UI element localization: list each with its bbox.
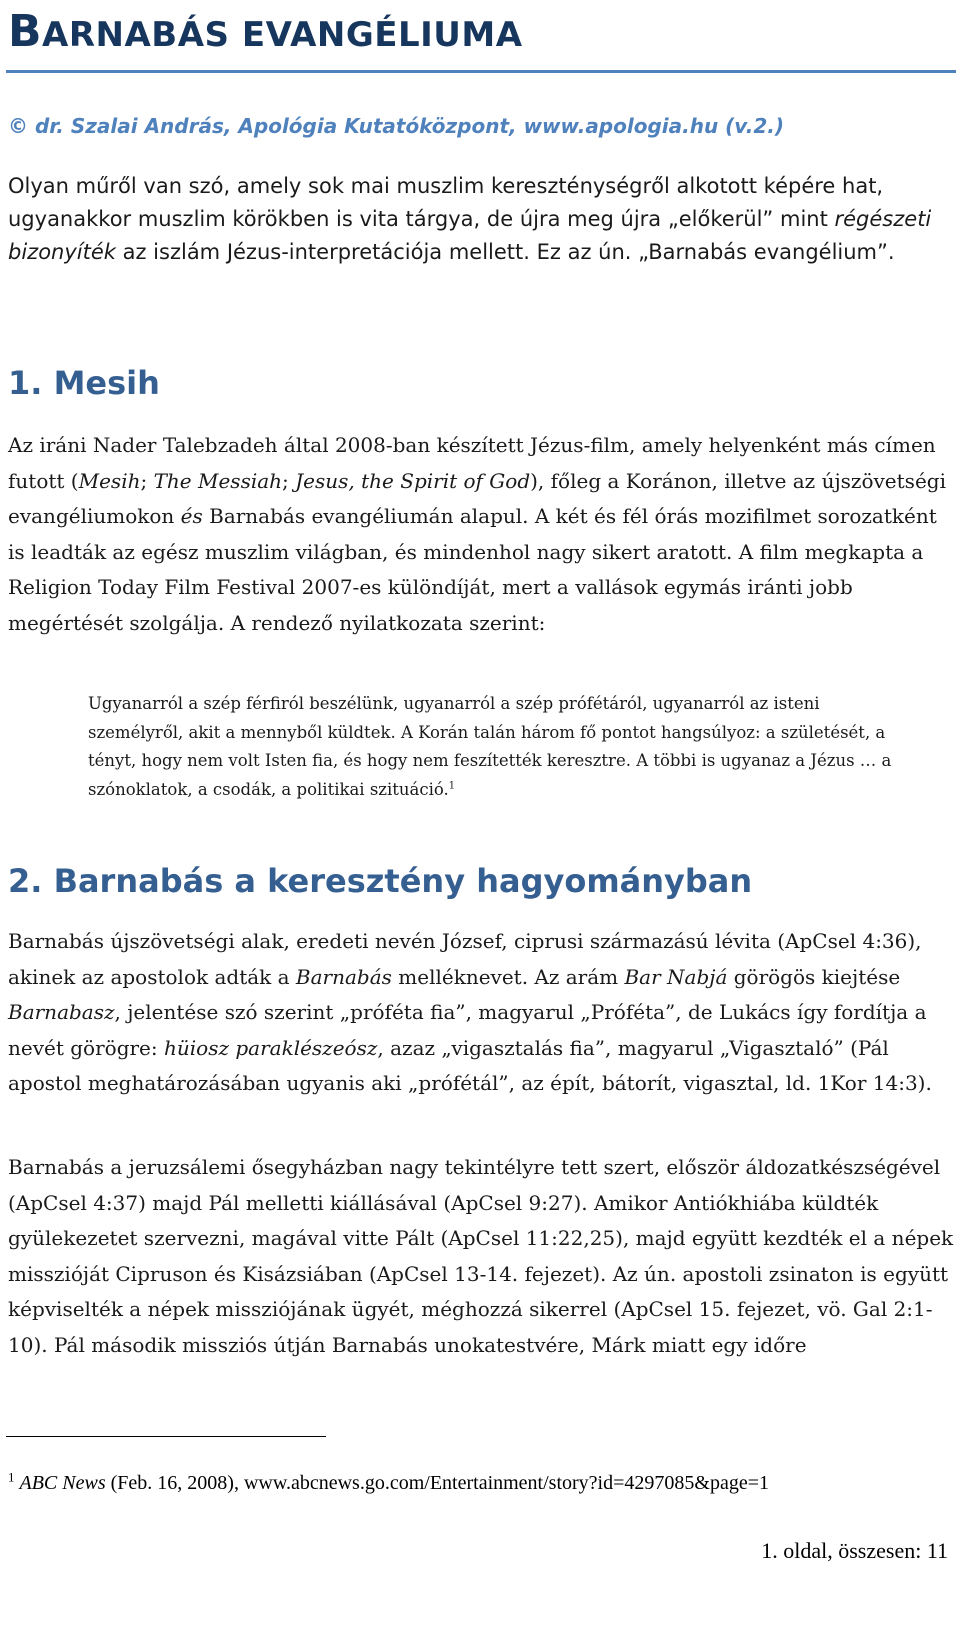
paragraph-text: görögös kiejtése: [727, 964, 901, 989]
title-text: ARNABÁS EVANGÉLIUMA: [42, 15, 523, 55]
film-title-emphasis: Mesih: [78, 468, 141, 493]
footnote-reference[interactable]: 1: [448, 780, 456, 791]
section-2-paragraph-1: [8, 924, 956, 1102]
name-emphasis: Bar Nabjá: [624, 964, 728, 989]
document-title: [8, 6, 523, 57]
name-emphasis: Barnabasz: [8, 1000, 115, 1025]
intro-text: Olyan műről van szó, amely sok mai muszlim kereszténységről alkotott képére hat, ugyanakkor muszlim körökben is vita tárgya, de újra meg újra „előkerül” mint: [8, 174, 884, 231]
footnote-separator: [6, 1436, 326, 1437]
intro-text: az iszlám Jézus-interpretációja mellett. Ez az ún. „Barnabás evangélium”.: [115, 240, 895, 264]
film-title-emphasis: The Messiah: [153, 468, 283, 493]
paragraph-emphasis: és: [180, 504, 203, 529]
intro-emphasis: régészeti bizonyíték: [8, 207, 932, 264]
section-1-paragraph: [8, 428, 956, 642]
section-2-paragraph-2: Barnabás a jeruzsálemi ősegyházban nagy tekintélyre tett szert, először áldozatkészségével (ApCsel 4:37) majd Pál melletti kiállásával (ApCsel 9:27). Amikor Antiókhiába küldték gyülekezetet szervezni, magával vitte Pált (ApCsel 11:22,25), majd együtt kezdték el a népek misszióját Cipruson és Kisázsiában (ApCsel 13-14. fejezet). Az ún. apostoli zsinaton is együtt képviselték a népek missziójának ügyét, méghozzá sikerrel (ApCsel 15. fejezet, vö. Gal 2:1-10). Pál második missziós útján Barnabás unokatestvére, Márk miatt egy időre: [8, 1155, 954, 1357]
paragraph-text: Barnabás evangéliumán alapul. A két és fél órás mozifilmet sorozatként is leadták az egész muszlim világban, és mindenhol nagy sikert aratott. A film megkapta a Religion Today Film Festival 2007-es különdíját, mert a vallások egymás iránti jobb megértését szolgálja. A rendező nyilatkozata szerint:: [8, 504, 937, 635]
paragraph-text: Barnabás újszövetségi alak, eredeti nevén József, ciprusi származású lévita (ApCsel 4:36), akinek az apostolok adták a: [8, 929, 922, 989]
quote-text: Ugyanarról a szép férfiról beszélünk, ugyanarról a szép prófétáról, ugyanarról az isteni személyről, akit a mennyből küldtek. A Korán talán három fő pontot hangsúlyoz: a születését, a tényt, hogy nem volt Isten fia, és hogy nem feszítették keresztre. A többi is ugyanaz a Jézus … a szónoklatok, a csodák, a politikai szituáció.: [88, 694, 892, 799]
page-number: 1. oldal, összesen: 11: [761, 1538, 948, 1563]
name-emphasis: hüiosz paraklészeósz: [164, 1035, 378, 1060]
film-title-emphasis: Jesus, the Spirit of God: [295, 468, 531, 493]
paragraph-text: ;: [282, 468, 296, 493]
section-2-heading: 2. Barnabás a keresztény hagyományban: [8, 862, 753, 900]
paragraph-text: , azaz „vigasztalás fia”, magyarul „Vigasztaló” (Pál apostol meghatározásában ugyanis aki „prófétál”, az épít, bátorít, vigasztal, ld. 1Kor 14:3).: [8, 1035, 932, 1096]
paragraph-text: ;: [140, 468, 154, 493]
section-1-heading: 1. Mesih: [8, 364, 160, 402]
paragraph-text: Az iráni Nader Talebzadeh által 2008-ban készített Jézus-film, amely helyenként más címen futott (: [8, 433, 936, 493]
paragraph-text: ), főleg a Koránon, illetve az újszövetségi evangéliumokon: [8, 468, 946, 529]
footnote-number: 1: [8, 1469, 15, 1485]
title-underline: [6, 70, 956, 73]
director-quote: [88, 690, 918, 804]
name-emphasis: Barnabás: [295, 964, 392, 989]
intro-paragraph: [8, 170, 948, 269]
footnote-text: (Feb. 16, 2008), www.abcnews.go.com/Entertainment/story?id=4297085&page=1: [105, 1472, 769, 1494]
title-initial: B: [8, 6, 43, 57]
footnote: [8, 1469, 769, 1495]
paragraph-text: melléknevet. Az arám: [391, 964, 625, 989]
paragraph-text: , jelentése szó szerint „próféta fia”, magyarul „Próféta”, de Lukács így fordítja a nevét görögre:: [8, 1000, 927, 1060]
copyright-line: © dr. Szalai András, Apológia Kutatóközpont, www.apologia.hu (v.2.): [8, 114, 784, 138]
footnote-source: ABC News: [19, 1472, 106, 1494]
